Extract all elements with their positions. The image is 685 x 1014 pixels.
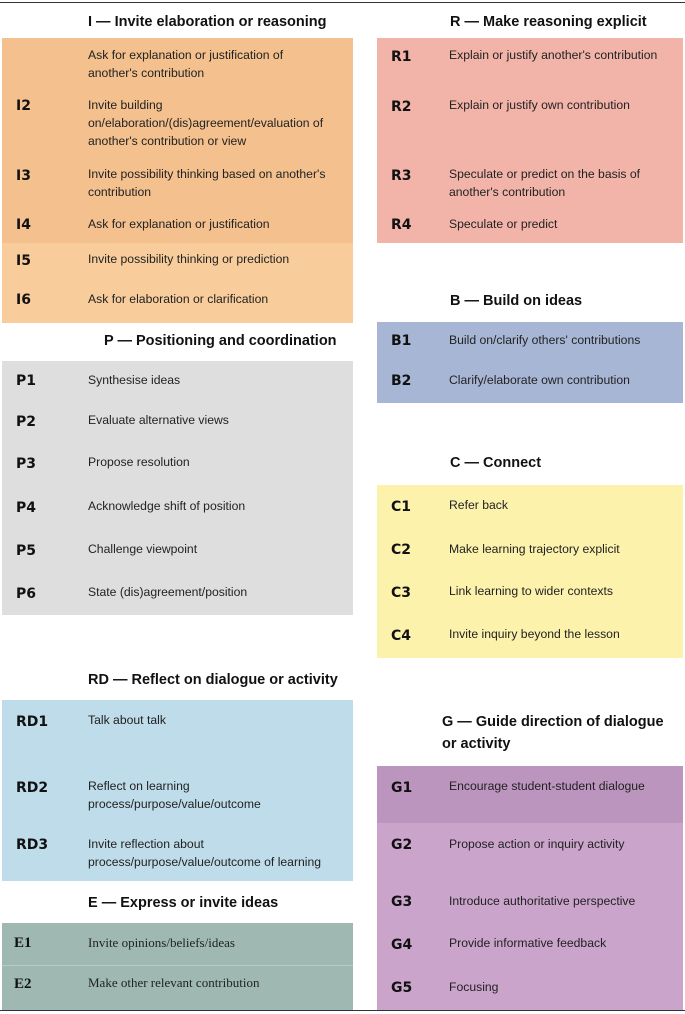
section-title-e: E — Express or invite ideas	[88, 895, 279, 911]
code-label: R1	[391, 49, 412, 65]
description: Ask for elaboration or clarification	[88, 292, 269, 306]
section-title-g: G — Guide direction of dialogue or activity	[442, 714, 664, 752]
description: Invite inquiry beyond the lesson	[449, 627, 620, 641]
description: Invite building on/elaboration/(dis)agreement/evaluation of another's contribution or view	[88, 98, 324, 148]
description: Clarify/elaborate own contribution	[449, 373, 630, 387]
description: Acknowledge shift of position	[88, 499, 246, 513]
code-label: C1	[391, 499, 412, 515]
description: Propose action or inquiry activity	[449, 837, 625, 851]
code-label: P3	[16, 456, 37, 472]
code-label: I2	[16, 98, 31, 114]
section-i-block	[2, 38, 353, 323]
bottom-rule	[0, 1010, 685, 1011]
code-label: C2	[391, 542, 412, 558]
description: Challenge viewpoint	[88, 542, 198, 556]
description: Build on/clarify others' contributions	[449, 333, 641, 347]
code-label: RD3	[16, 837, 49, 853]
description: Explain or justify another's contribution	[449, 48, 658, 62]
section-e-block	[2, 923, 353, 1010]
code-label: R4	[391, 217, 412, 233]
description: Propose resolution	[88, 455, 190, 469]
code-label: R2	[391, 99, 412, 115]
section-title-c: C — Connect	[450, 455, 542, 471]
code-label: P6	[16, 586, 37, 602]
section-b-block	[377, 322, 683, 403]
description: Speculate or predict	[449, 217, 558, 231]
code-label: RD2	[16, 780, 49, 796]
description: Link learning to wider contexts	[449, 584, 613, 598]
description: Make learning trajectory explicit	[449, 542, 620, 556]
description: Explain or justify own contribution	[449, 98, 630, 112]
description: Introduce authoritative perspective	[449, 894, 636, 908]
section-title-p: P — Positioning and coordination	[104, 333, 337, 349]
code-label: P5	[16, 543, 37, 559]
section-c-block	[377, 485, 683, 658]
description: Encourage student-student dialogue	[449, 779, 645, 793]
section-g-block	[377, 766, 683, 1010]
code-label: G4	[391, 937, 413, 953]
description: State (dis)agreement/position	[88, 585, 248, 599]
code-label: I3	[16, 168, 31, 184]
code-label: G3	[391, 894, 413, 910]
code-label: P4	[16, 500, 37, 516]
code-label: RD1	[16, 714, 49, 730]
description: Invite reflection about process/purpose/value/outcome of learning	[88, 837, 322, 869]
description: Refer back	[449, 498, 508, 512]
section-title-r: R — Make reasoning explicit	[450, 14, 647, 30]
description: Reflect on learning process/purpose/value/outcome	[88, 779, 261, 811]
description: Evaluate alternative views	[88, 413, 229, 427]
code-label: P2	[16, 414, 37, 430]
code-label: I5	[16, 253, 31, 269]
code-label: C3	[391, 585, 412, 601]
section-title-rd: RD — Reflect on dialogue or activity	[88, 672, 338, 688]
code-label: C4	[391, 628, 412, 644]
code-label: B1	[391, 333, 412, 349]
section-p-block	[2, 361, 353, 615]
code-label: E1	[14, 935, 32, 951]
section-r-block	[377, 38, 683, 243]
section-rd-block	[2, 700, 353, 881]
description: Speculate or predict on the basis of another's contribution	[449, 167, 641, 199]
top-rule	[0, 2, 685, 3]
description: Invite opinions/beliefs/ideas	[88, 935, 235, 950]
description: Invite possibility thinking or prediction	[88, 252, 290, 266]
code-label: G2	[391, 837, 413, 853]
description: Synthesise ideas	[88, 373, 181, 387]
description: Ask for explanation or justification	[88, 217, 270, 231]
description: Make other relevant contribution	[88, 975, 260, 990]
section-title-b: B — Build on ideas	[450, 293, 583, 309]
description: Talk about talk	[88, 713, 166, 727]
section-title-i: I — Invite elaboration or reasoning	[88, 14, 327, 30]
code-label: G5	[391, 980, 413, 996]
code-label: R3	[391, 168, 412, 184]
description: Focusing	[449, 980, 499, 994]
code-label: G1	[391, 780, 413, 796]
description: Provide informative feedback	[449, 936, 607, 950]
code-label: I4	[16, 217, 31, 233]
code-label: I6	[16, 292, 31, 308]
code-label: E2	[14, 976, 32, 992]
code-label: P1	[16, 373, 37, 389]
description: Ask for explanation or justification of another's contribution	[88, 48, 284, 80]
code-label: B2	[391, 373, 412, 389]
row-divider	[2, 965, 353, 966]
description: Invite possibility thinking based on another's contribution	[88, 167, 326, 199]
